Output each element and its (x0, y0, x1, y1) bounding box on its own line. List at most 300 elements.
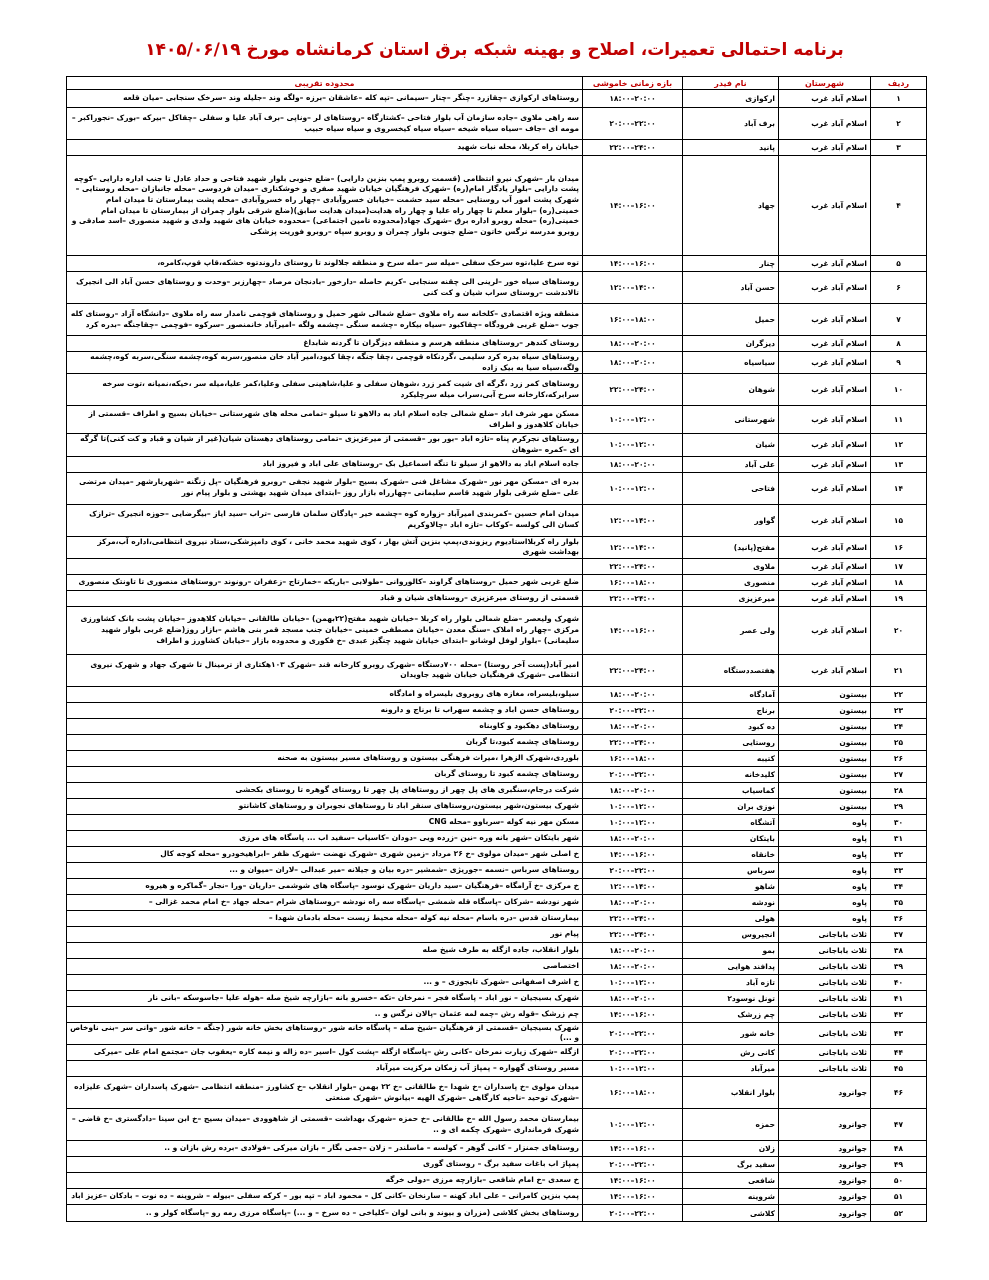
row-outage-time: ۲۰:۰۰–۲۲:۰۰ (583, 702, 683, 718)
row-feeder-name: میرآباد (683, 1061, 779, 1077)
row-city: جوانرود (779, 1157, 871, 1173)
row-outage-time: ۱۴:۰۰–۱۶:۰۰ (583, 606, 683, 654)
row-outage-time: ۱۴:۰۰–۱۶:۰۰ (583, 1173, 683, 1189)
row-city: اسلام آباد غرب (779, 108, 871, 140)
row-city: اسلام آباد غرب (779, 304, 871, 336)
row-index: ۴۸ (871, 1141, 927, 1157)
row-affected-area: ازگله –شهرک زیارت نمرخان –کانی رش –پاسگاه ازگله –پشت کول –اسیر –ده زاله و نیمه کاره –یعقوب جان –مجتمع امام علی –میرکی (67, 1045, 583, 1061)
row-affected-area: روستاهای بخش کلاشی (مزران و بیوند و بانی لوان –کلیاخی – ده سرخ – و ...) –پاسگاه مرزی رمه رو –پاسگاه کولر و .. (67, 1205, 583, 1222)
row-outage-time: ۲۰:۰۰–۲۲:۰۰ (583, 108, 683, 140)
row-feeder-name: میرعزیزی (683, 590, 779, 606)
row-index: ۴۲ (871, 1006, 927, 1022)
row-feeder-name: حمزه (683, 1109, 779, 1141)
table-row (67, 472, 927, 504)
row-outage-time: ۱۸:۰۰–۲۰:۰۰ (583, 958, 683, 974)
row-index: ۲۳ (871, 702, 927, 718)
row-outage-time: ۱۸:۰۰–۲۰:۰۰ (583, 942, 683, 958)
row-affected-area: میدان بار –شهرک نیرو انتظامی (قسمت روبرو پمپ بنزین دارایی) –ضلع جنوبی بلوار شهید فتاحی و حداد عادل تا جنب اداره دارایی –کوچه پشت دارایی –بلوار یادگار امام(ره) –شهرک فرهنگیان خیابان شهید صفری و خوشکناری –میدان فردوسی –محله جانبازان –محله روستایی –شهرک پشت امور آب روستایی –محله سید حشمت –خیابان خسروآبادی –چهار راه خسروآبادی –محله پشت بیمارستان تا میدان امام خمینی(ره) –بلوار معلم تا چهار راه علیا و چهار راه هدایت(میدان هدایت سابق)(ضلع شرقی بلوار چمران از بیمارستان تا میدان امام خمینی(ره) –محله روبرو اداره برق –شهرک جهاد(محدوده تامین اجتماعی) –محدوده خیابان های شهید ولدی و شهید منصوری –اسد صادقی و روبرو مدرسه نرگس خاتون –ضلع جنوبی بلوار چمران و روبرو سپاه –روبرو فوریت پزشکی (67, 156, 583, 256)
row-feeder-name: سفید برگ (683, 1157, 779, 1173)
row-index: ۴۵ (871, 1061, 927, 1077)
row-city: جوانرود (779, 1109, 871, 1141)
row-outage-time: ۱۸:۰۰–۲۰:۰۰ (583, 990, 683, 1006)
row-affected-area: بلوردی،شهرک الزهرا ،میراث فرهنگی بیستون و روستاهای مسیر بیستون به صحنه (67, 750, 583, 766)
row-index: ۵۰ (871, 1173, 927, 1189)
table-header-row (67, 77, 927, 90)
table-row (67, 374, 927, 406)
row-feeder-name: گواور (683, 504, 779, 536)
row-outage-time: ۲۰:۰۰–۲۲:۰۰ (583, 1205, 683, 1222)
row-affected-area: روستای کندهر –روستاهای منطقه هرسم و منطقه دیزگران تا گردنه شابداغ (67, 336, 583, 352)
row-outage-time: ۲۲:۰۰–۲۴:۰۰ (583, 734, 683, 750)
row-affected-area: سه راهی ملاوی –جاده سازمان آب بلوار فتاحی –کشتارگاه –روستاهای لر –وناپی –برف آباد علیا و سفلی –چقاکل –بیرکه –بورک –نجوراکبر –مومه ای –جاف –سیاه سیاه شیخه –سیاه سیاه کیخسروی و سیاه سیاه حبیب (67, 108, 583, 140)
row-feeder-name: آتشگاه (683, 814, 779, 830)
row-feeder-name: کماسیاب (683, 782, 779, 798)
row-outage-time: ۱۴:۰۰–۱۶:۰۰ (583, 1141, 683, 1157)
table-row (67, 1006, 927, 1022)
row-affected-area: مسیر روستای گهواره – پمپاژ آب زمکان مرکزیت میرآباد (67, 1061, 583, 1077)
row-affected-area: روستاهای ارکوازی –چقازرد –چنگر –چنار –سیمانی –تپه کله –عاشقان –برزه –ولگه وند –جلیله وند –سرخک سنجابی –میان قلعه (67, 90, 583, 108)
table-row (67, 686, 927, 702)
row-city: ثلاث باباجانی (779, 1022, 871, 1044)
header-city: شهرستان (779, 77, 871, 90)
row-outage-time: ۱۸:۰۰–۲۰:۰۰ (583, 90, 683, 108)
header-time: بازه زمانی خاموشی (583, 77, 683, 90)
table-row (67, 1173, 927, 1189)
row-affected-area: خ مرکزی –خ آرامگاه –فرهنگیان –سید داریان –شهرک نوسود –پاسگاه های شوشمی –داریان –ورا –نجار –گماکره و هیروه (67, 878, 583, 894)
table-row (67, 590, 927, 606)
row-outage-time: ۲۲:۰۰–۲۴:۰۰ (583, 910, 683, 926)
row-index: ۳۰ (871, 814, 927, 830)
row-feeder-name: شیان (683, 434, 779, 456)
row-affected-area: شهر بایتکان –شهر بانه وره –نین –زرده ویی –دودان –کاسیاب –سفید اب ... پاسگاه های مرزی (67, 830, 583, 846)
table-row (67, 878, 927, 894)
row-outage-time: ۱۰:۰۰–۱۲:۰۰ (583, 1061, 683, 1077)
row-city: جوانرود (779, 1189, 871, 1205)
row-feeder-name: بلوار انقلاب (683, 1077, 779, 1109)
row-city: اسلام آباد غرب (779, 434, 871, 456)
row-city: اسلام آباد غرب (779, 140, 871, 156)
row-outage-time: ۱۸:۰۰–۲۰:۰۰ (583, 336, 683, 352)
row-affected-area: بیمارستان محمد رسول الله –خ طالقانی –خ حمزه –شهرک بهداشت –قسمتی از شاهوودی –میدان بسیج –خ ابن سینا –دادگستری –خ قاضی –شهرک فرمانداری –شهرک چکمه ای و .. (67, 1109, 583, 1141)
row-index: ۲۲ (871, 686, 927, 702)
row-city: ثلاث باباجانی (779, 1006, 871, 1022)
row-outage-time: ۱۸:۰۰–۲۰:۰۰ (583, 456, 683, 472)
table-row (67, 1045, 927, 1061)
table-row (67, 782, 927, 798)
row-affected-area: چم زرشک –قوله رش –چمه لمه عثمان –پالان نرگس و .. (67, 1006, 583, 1022)
row-index: ۲ (871, 108, 927, 140)
table-row (67, 862, 927, 878)
row-outage-time: ۱۴:۰۰–۱۶:۰۰ (583, 1006, 683, 1022)
row-index: ۲۱ (871, 654, 927, 686)
table-row (67, 814, 927, 830)
row-city: اسلام آباد غرب (779, 574, 871, 590)
row-city: بیستون (779, 782, 871, 798)
row-index: ۱۳ (871, 456, 927, 472)
row-outage-time: ۲۲:۰۰–۲۴:۰۰ (583, 140, 683, 156)
row-index: ۸ (871, 336, 927, 352)
row-city: پاوه (779, 830, 871, 846)
row-outage-time: ۱۲:۰۰–۱۴:۰۰ (583, 536, 683, 558)
row-index: ۳۶ (871, 910, 927, 926)
table-row (67, 702, 927, 718)
row-affected-area: میدان امام حسین –کمربندی امیرآباد –زواره کوه –چشمه خیر –پادگان سلمان فارسی –تراب –سید ایاز –بیگرضایی –حوزه انجیرک –ترازک کسان الی کولسه –کوکاب –تازه اباد –چالاوکریم (67, 504, 583, 536)
row-city: ثلاث باباجانی (779, 1045, 871, 1061)
row-feeder-name: خانقاه (683, 846, 779, 862)
table-row (67, 1109, 927, 1141)
row-outage-time: ۲۲:۰۰–۲۴:۰۰ (583, 558, 683, 574)
row-city: بیستون (779, 686, 871, 702)
table-row (67, 336, 927, 352)
row-index: ۱۹ (871, 590, 927, 606)
header-index: ردیف (871, 77, 927, 90)
row-feeder-name: ولی عصر (683, 606, 779, 654)
row-city: پاوه (779, 846, 871, 862)
row-outage-time: ۲۰:۰۰–۲۲:۰۰ (583, 766, 683, 782)
row-index: ۳۴ (871, 878, 927, 894)
row-outage-time: ۱۸:۰۰–۲۰:۰۰ (583, 894, 683, 910)
row-index: ۳۹ (871, 958, 927, 974)
table-row (67, 974, 927, 990)
row-city: جوانرود (779, 1173, 871, 1189)
table-row (67, 558, 927, 574)
row-outage-time: ۱۰:۰۰–۱۲:۰۰ (583, 434, 683, 456)
row-index: ۳۱ (871, 830, 927, 846)
table-row (67, 156, 927, 256)
row-feeder-name: پدافند هوایی (683, 958, 779, 974)
row-outage-time: ۲۲:۰۰–۲۴:۰۰ (583, 374, 683, 406)
row-city: اسلام آباد غرب (779, 272, 871, 304)
row-index: ۲۸ (871, 782, 927, 798)
row-city: پاوه (779, 862, 871, 878)
row-city: بیستون (779, 734, 871, 750)
row-feeder-name: حمیل (683, 304, 779, 336)
row-city: اسلام آباد غرب (779, 504, 871, 536)
table-row (67, 606, 927, 654)
row-city: ثلاث باباجانی (779, 926, 871, 942)
row-affected-area: شهر نودشه –شرکان –پاسگاه قله شمشی –پاسگاه سه راه نودشه –روستاهای شرام –محله جهاد –خ امام محمد غزالی – (67, 894, 583, 910)
table-row (67, 1061, 927, 1077)
row-index: ۱۷ (871, 558, 927, 574)
table-row (67, 256, 927, 272)
row-city: اسلام آباد غرب (779, 654, 871, 686)
row-index: ۲۹ (871, 798, 927, 814)
row-index: ۴۰ (871, 974, 927, 990)
table-row (67, 654, 927, 686)
row-feeder-name: زلان (683, 1141, 779, 1157)
table-row (67, 830, 927, 846)
row-feeder-name: علی آباد (683, 456, 779, 472)
row-index: ۱۵ (871, 504, 927, 536)
row-feeder-name: بایتکان (683, 830, 779, 846)
row-affected-area: روستاهای جمنزار – کانی گوهر – کولسه – ماسلندر – زلان –جمی بگار – بازان میرکی –فولادی –برده رش بازان و .. (67, 1141, 583, 1157)
row-index: ۱۴ (871, 472, 927, 504)
header-feeder: نام فیدر (683, 77, 779, 90)
row-city: اسلام آباد غرب (779, 606, 871, 654)
table-row (67, 1205, 927, 1222)
row-city: ثلاث باباجانی (779, 958, 871, 974)
row-city: پاوه (779, 814, 871, 830)
table-row (67, 456, 927, 472)
row-affected-area: بدره ای –مسکن مهر نور –شهرک مشاغل فنی –شهرک بسیج –بلوار شهید نجفی –روبرو فرهنگیان –پل زنگنه –شهریارشهر –میدان مرتضی علی –ضلع شرقی بلوار شهید قاسم سلیمانی –چهارراه بازار روز –ابتدای میدان شهید بهشتی و بلوار پیام نور (67, 472, 583, 504)
row-affected-area: روستاهای دهکبود و کاوبناه (67, 718, 583, 734)
table-row (67, 958, 927, 974)
row-outage-time: ۱۸:۰۰–۲۰:۰۰ (583, 782, 683, 798)
row-outage-time: ۱۸:۰۰–۲۰:۰۰ (583, 686, 683, 702)
row-outage-time: ۱۰:۰۰–۱۲:۰۰ (583, 406, 683, 434)
row-index: ۲۰ (871, 606, 927, 654)
row-city: ثلاث باباجانی (779, 942, 871, 958)
row-feeder-name: انجیروس (683, 926, 779, 942)
table-row (67, 352, 927, 374)
row-affected-area: بلوار راه کربلااستادیوم ریزوندی،پمپ بنزین آتش بهار ، کوی شهید محمد خانی ، کوی دامپزشکی،ستاد نیروی انتظامی،اداره آب،مرکز بهداشت شهری (67, 536, 583, 558)
row-feeder-name: کانی رش (683, 1045, 779, 1061)
row-feeder-name: پانید (683, 140, 779, 156)
row-affected-area: شهرک بسیجیان – نور اباد – پاسگاه فجر – نمرخان –تکه –خسرو بانه –بازارچه شیخ صله –هوله علیا –جاسوسکه –بانی نار (67, 990, 583, 1006)
row-city: بیستون (779, 798, 871, 814)
row-feeder-name: شهرستانی (683, 406, 779, 434)
row-outage-time: ۱۶:۰۰–۱۸:۰۰ (583, 574, 683, 590)
row-index: ۴۶ (871, 1077, 927, 1109)
row-city: بیستون (779, 750, 871, 766)
row-index: ۴۷ (871, 1109, 927, 1141)
row-affected-area: شهرک ولیعصر –ضلع شمالی بلوار راه کربلا –خیابان شهید مفتح(۲۲بهمن) –خیابان طالقانی –خیابان کلاهدوز –خیابان پشت بانک کشاورزی مرکزی –چهار راه املاک –سنگ معدن –خیابان مصطفی خمینی –خیابان جنب مسجد قمر بنی هاشم –بازار روز(ضلع غربی بلوار شهید سلیمانی) –بلوار لوفل لوشانو –ابتدای خیابان شهید چنگیز عبدی –خ فکوری و محدوده بازار –خیابان کشاورز و اطراف (67, 606, 583, 654)
table-row (67, 1022, 927, 1044)
row-feeder-name: سیاسیاه (683, 352, 779, 374)
row-outage-time: ۲۰:۰۰–۲۲:۰۰ (583, 862, 683, 878)
table-row (67, 766, 927, 782)
row-index: ۳۸ (871, 942, 927, 958)
row-city: اسلام آباد غرب (779, 156, 871, 256)
row-city: اسلام آباد غرب (779, 536, 871, 558)
row-index: ۱۸ (871, 574, 927, 590)
table-row (67, 504, 927, 536)
row-affected-area: روستاهای سرباس –نسمه –جوریژی –شمشیر –دره بیان و جیلانه –میر عبدالی –لاران –میوان و ... (67, 862, 583, 878)
row-affected-area: روستاهای چشمه کبود تا روستای گربان (67, 766, 583, 782)
row-affected-area: شهرک بیستون،شهر بیستون،روستاهای سنقر اباد تا روستاهای نجوبران و روستاهای کاشانتو (67, 798, 583, 814)
row-outage-time: ۱۴:۰۰–۱۶:۰۰ (583, 156, 683, 256)
row-feeder-name: منصوری (683, 574, 779, 590)
row-feeder-name: هفتصددستگاه (683, 654, 779, 686)
row-feeder-name: ده کبود (683, 718, 779, 734)
row-city: اسلام آباد غرب (779, 472, 871, 504)
row-outage-time: ۱۸:۰۰–۲۰:۰۰ (583, 830, 683, 846)
table-row (67, 272, 927, 304)
table-row (67, 304, 927, 336)
row-city: ثلاث باباجانی (779, 974, 871, 990)
row-city: اسلام آباد غرب (779, 590, 871, 606)
row-outage-time: ۱۸:۰۰–۲۰:۰۰ (583, 352, 683, 374)
row-affected-area: روستاهای سیاه خور –لرینی الی چقنه سنجابی –کریم حاصله –دارخور –بادنجان مرصاد –چهارزبر –وحدت و روستاهای حسن آباد الی انجیرک تالاندشت –روستای سراب شیان و کت کنی (67, 272, 583, 304)
table-row (67, 798, 927, 814)
row-index: ۴۹ (871, 1157, 927, 1173)
row-outage-time: ۱۰:۰۰–۱۲:۰۰ (583, 472, 683, 504)
row-index: ۶ (871, 272, 927, 304)
row-outage-time: ۱۲:۰۰–۱۴:۰۰ (583, 272, 683, 304)
row-outage-time: ۲۰:۰۰–۲۲:۰۰ (583, 1045, 683, 1061)
row-affected-area: روستاهای نجرکرم پناه –تازه اباد –بور بور –قسمتی از میرعزیزی –تمامی روستاهای دهستان شیان(غیر از شیان و قباد و کت کنی)تا گرگه ای –کمره –شوهان (67, 434, 583, 456)
outage-schedule-table (66, 76, 927, 1222)
row-index: ۱ (871, 90, 927, 108)
row-city: اسلام آباد غرب (779, 456, 871, 472)
row-affected-area: شرکت درجام،سنگبری های پل چهر از روستاهای پل چهر تا روستای گوهره تا روستای بکحشی (67, 782, 583, 798)
row-feeder-name: جهاد (683, 156, 779, 256)
row-affected-area: قسمتی از روستای میرعزیزی –روستاهای شیان و قباد (67, 590, 583, 606)
row-index: ۴۴ (871, 1045, 927, 1061)
row-city: اسلام آباد غرب (779, 256, 871, 272)
table-row (67, 734, 927, 750)
row-index: ۴ (871, 156, 927, 256)
row-feeder-name: خانه شور (683, 1022, 779, 1044)
row-outage-time: ۱۸:۰۰–۲۰:۰۰ (583, 718, 683, 734)
row-city: اسلام آباد غرب (779, 336, 871, 352)
row-city: جوانرود (779, 1077, 871, 1109)
row-outage-time: ۱۲:۰۰–۱۴:۰۰ (583, 504, 683, 536)
header-area: محدوده تقریبی (67, 77, 583, 90)
row-affected-area: روستاهای کمر زرد ،گرگه ای شیت کمر زرد ،شوهان سفلی و علیا،شاهینی سفلی وعلیا،کمر علیا،میله سر ،خیکه،نمیانه ،توت سرخه سرابرکه،کارخانه سرخ آبی،سراب میله سرچلیکرد (67, 374, 583, 406)
row-outage-time: ۲۲:۰۰–۲۴:۰۰ (583, 590, 683, 606)
table-row (67, 1157, 927, 1173)
table-row (67, 894, 927, 910)
table-row (67, 406, 927, 434)
row-outage-time: ۱۰:۰۰–۱۲:۰۰ (583, 1109, 683, 1141)
row-feeder-name: شاهو (683, 878, 779, 894)
row-index: ۷ (871, 304, 927, 336)
row-index: ۳۲ (871, 846, 927, 862)
row-outage-time: ۱۲:۰۰–۱۴:۰۰ (583, 878, 683, 894)
row-city: اسلام آباد غرب (779, 406, 871, 434)
row-feeder-name: چنار (683, 256, 779, 272)
row-outage-time: ۲۲:۰۰–۲۴:۰۰ (583, 654, 683, 686)
row-city: ثلاث باباجانی (779, 1061, 871, 1077)
row-affected-area: شهرک بسیجیان –قسمتی از فرهنگیان –شیخ صله – پاسگاه خانه شور –روستاهای بخش خانه شور (جنگه – خانه شور –وانی سر –بنی ناوخاص و ...) (67, 1022, 583, 1044)
row-feeder-name: مفتح(پانید) (683, 536, 779, 558)
table-row (67, 990, 927, 1006)
row-feeder-name: حسن آباد (683, 272, 779, 304)
row-feeder-name: نودشه (683, 894, 779, 910)
row-feeder-name: شافعی (683, 1173, 779, 1189)
row-city: بیستون (779, 702, 871, 718)
row-feeder-name: بمو (683, 942, 779, 958)
row-city: جوانرود (779, 1141, 871, 1157)
row-affected-area: روستاهای چشمه کبود،تا گربان (67, 734, 583, 750)
row-index: ۳۵ (871, 894, 927, 910)
row-affected-area: جاده اسلام اباد به دالاهو از سیلو تا تنگه اسماعیل بک –روستاهای علی اباد و فیروز اباد (67, 456, 583, 472)
table-row (67, 1141, 927, 1157)
table-row (67, 942, 927, 958)
row-feeder-name: دیزگران (683, 336, 779, 352)
row-index: ۱۱ (871, 406, 927, 434)
row-index: ۴۳ (871, 1022, 927, 1044)
table-row (67, 926, 927, 942)
row-affected-area: توه سرخ علیا،توه سرخک سفلی –میله سر –مله سرخ و منطقه جلالوند تا روستای داروندتوه خشکه،قاپ قوپ،کامره، (67, 256, 583, 272)
table-row (67, 1189, 927, 1205)
row-city: جوانرود (779, 1205, 871, 1222)
row-feeder-name: ارکوازی (683, 90, 779, 108)
row-outage-time: ۱۴:۰۰–۱۶:۰۰ (583, 846, 683, 862)
row-feeder-name: چم زرشک (683, 1006, 779, 1022)
row-feeder-name: سرباس (683, 862, 779, 878)
table-row (67, 574, 927, 590)
row-index: ۹ (871, 352, 927, 374)
row-index: ۱۲ (871, 434, 927, 456)
row-feeder-name: کلیدخانه (683, 766, 779, 782)
row-feeder-name: کتیبه (683, 750, 779, 766)
row-index: ۳ (871, 140, 927, 156)
row-city: اسلام آباد غرب (779, 352, 871, 374)
row-outage-time: ۲۲:۰۰–۲۴:۰۰ (583, 926, 683, 942)
row-feeder-name: فتاحی (683, 472, 779, 504)
row-index: ۲۶ (871, 750, 927, 766)
row-feeder-name: تونل نوسود۲ (683, 990, 779, 1006)
row-city: اسلام آباد غرب (779, 558, 871, 574)
row-index: ۲۷ (871, 766, 927, 782)
table-body (67, 90, 927, 1222)
table-row (67, 536, 927, 558)
table-row (67, 910, 927, 926)
row-index: ۱۰ (871, 374, 927, 406)
row-index: ۳۷ (871, 926, 927, 942)
table-row (67, 140, 927, 156)
row-affected-area: پیام نور (67, 926, 583, 942)
row-outage-time: ۲۰:۰۰–۲۲:۰۰ (583, 1157, 683, 1173)
row-index: ۳۳ (871, 862, 927, 878)
table-row (67, 750, 927, 766)
row-feeder-name: تازه آباد (683, 974, 779, 990)
row-feeder-name: هولی (683, 910, 779, 926)
row-feeder-name: برناج (683, 702, 779, 718)
row-city: پاوه (779, 894, 871, 910)
row-outage-time: ۱۰:۰۰–۱۲:۰۰ (583, 974, 683, 990)
row-affected-area: پمپاژ اب باغات سفید برگ – روستای گوری (67, 1157, 583, 1173)
table-row (67, 846, 927, 862)
row-affected-area: بیمارستان قدس –دره باسام –محله نیه کوله –محله محیط زیست –محله بادمان شهدا – (67, 910, 583, 926)
document-title: برنامه احتمالی تعمیرات، اصلاح و بهینه شبکه برق استان کرمانشاه مورخ ۱۴۰۵/۰۶/۱۹ (145, 40, 844, 60)
row-index: ۵۲ (871, 1205, 927, 1222)
row-affected-area: اختصاصی (67, 958, 583, 974)
row-affected-area: سیلو،بلیسراه، مغازه های روبروی بلیسراه و امادگاه (67, 686, 583, 702)
row-affected-area: خ سعدی –خ امام شافعی –بازارچه مرزی –دولی خرگه (67, 1173, 583, 1189)
row-affected-area (67, 558, 583, 574)
row-outage-time: ۱۶:۰۰–۱۸:۰۰ (583, 1077, 683, 1109)
row-feeder-name: شروینه (683, 1189, 779, 1205)
row-affected-area: روستاهای حسن اباد و چشمه سهراب تا برناج و دارونه (67, 702, 583, 718)
row-outage-time: ۱۴:۰۰–۱۶:۰۰ (583, 1189, 683, 1205)
row-affected-area: امیر آباد(پست آخر روستا) –محله ۷۰۰دستگاه –شهرک روبرو کارخانه قند –شهرک ۱۰۳هکتاری از ترمینال تا شهرک جهاد و شهرک نیروی انتظامی –شهرک فرهنگیان خیابان شهید جاویدان (67, 654, 583, 686)
row-outage-time: ۱۴:۰۰–۱۶:۰۰ (583, 256, 683, 272)
row-index: ۵ (871, 256, 927, 272)
row-feeder-name: ملاوی (683, 558, 779, 574)
table-row (67, 108, 927, 140)
row-city: بیستون (779, 718, 871, 734)
row-outage-time: ۱۶:۰۰–۱۸:۰۰ (583, 304, 683, 336)
row-affected-area: پمپ بنزین کامرانی – علی اباد کهنه – سارنخان –کانی کل – محمود اباد – تپه بور – کرکه سفلی –بیوله – شروینه – ده نوت – بادکان –عزیز اباد (67, 1189, 583, 1205)
table-row (67, 90, 927, 108)
row-feeder-name: نوزی بران (683, 798, 779, 814)
row-outage-time: ۱۶:۰۰–۱۸:۰۰ (583, 750, 683, 766)
row-index: ۴۱ (871, 990, 927, 1006)
row-outage-time: ۲۰:۰۰–۲۲:۰۰ (583, 1022, 683, 1044)
row-city: بیستون (779, 766, 871, 782)
row-city: پاوه (779, 878, 871, 894)
row-city: اسلام آباد غرب (779, 90, 871, 108)
table-row (67, 434, 927, 456)
row-index: ۱۶ (871, 536, 927, 558)
row-affected-area: بلوار انقلاب، جاده ازگله به طرف شیخ صله (67, 942, 583, 958)
row-affected-area: خ اشرف اصفهانی –شهرک تایجوزی – و ... (67, 974, 583, 990)
row-affected-area: مسکن مهر نیه کوله –سرباوو –محله CNG (67, 814, 583, 830)
row-city: پاوه (779, 910, 871, 926)
